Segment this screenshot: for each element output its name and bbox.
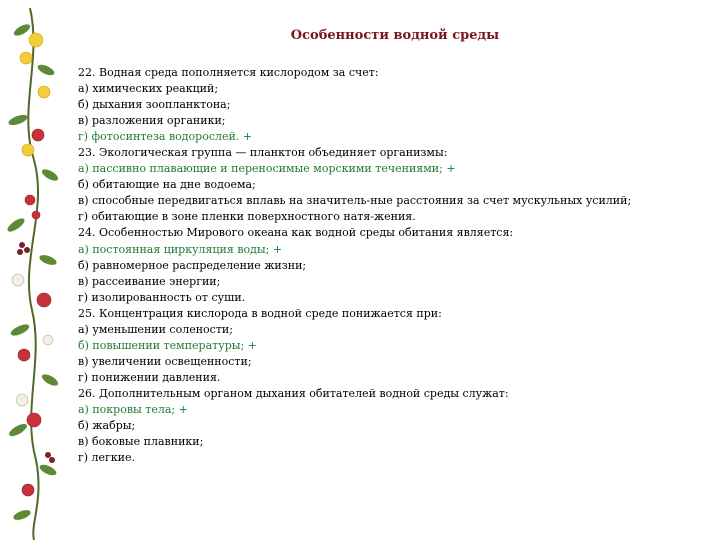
question-line: 25. Концентрация кислорода в водной среде понижается при: [78, 306, 442, 320]
answer-option: б) дыхания зоопланктона; [78, 98, 231, 112]
correct-answer: г) фотосинтеза водорослей. + [78, 130, 253, 144]
answer-option: б) жабры; [78, 419, 136, 433]
correct-answer: б) повышении температуры; + [78, 338, 257, 352]
answer-option: а) химических реакций; [78, 82, 219, 96]
answer-option: г) легкие. [78, 451, 136, 465]
answer-option: б) равномерное распределение жизни; [78, 258, 307, 272]
floral-border [0, 0, 70, 540]
question-line: 26. Дополнительным органом дыхания обитателей водной среды служат: [78, 386, 509, 400]
answer-option: в) способные передвигаться вплавь на значитель-ные расстояния за счет мускульных усилий; [78, 194, 632, 208]
vine-stem [28, 8, 38, 540]
red-flower-icon [18, 129, 51, 496]
answer-option: а) уменьшении солености; [78, 322, 233, 336]
question-line: 22. Водная среда пополняется кислородом за счет: [78, 66, 379, 79]
answer-option: г) изолированность от суши. [78, 290, 246, 304]
quiz-content [78, 65, 708, 466]
correct-answer: а) пассивно плавающие и переносимые морскими течениями; + [78, 162, 456, 176]
answer-option: г) понижении давления. [78, 370, 221, 384]
answer-option: в) увеличении освещенности; [78, 354, 252, 368]
answer-option: б) обитающие на дне водоема; [78, 178, 256, 192]
question-line: 24. Особенностью Мирового океана как водной среды обитания является: [78, 226, 514, 240]
correct-answer: а) покровы тела; + [78, 402, 188, 416]
answer-option: в) рассеивание энергии; [78, 274, 221, 288]
slide-title: Особенности водной среды [290, 28, 500, 43]
answer-option: в) разложения органики; [78, 114, 226, 128]
question-line: 23. Экологическая группа — планктон объединяет организмы: [78, 146, 448, 160]
answer-option: в) боковые плавники; [78, 435, 204, 449]
answer-option: г) обитающие в зоне пленки поверхностного натя-жения. [78, 210, 416, 224]
correct-answer: а) постоянная циркуляция воды; + [78, 242, 283, 256]
